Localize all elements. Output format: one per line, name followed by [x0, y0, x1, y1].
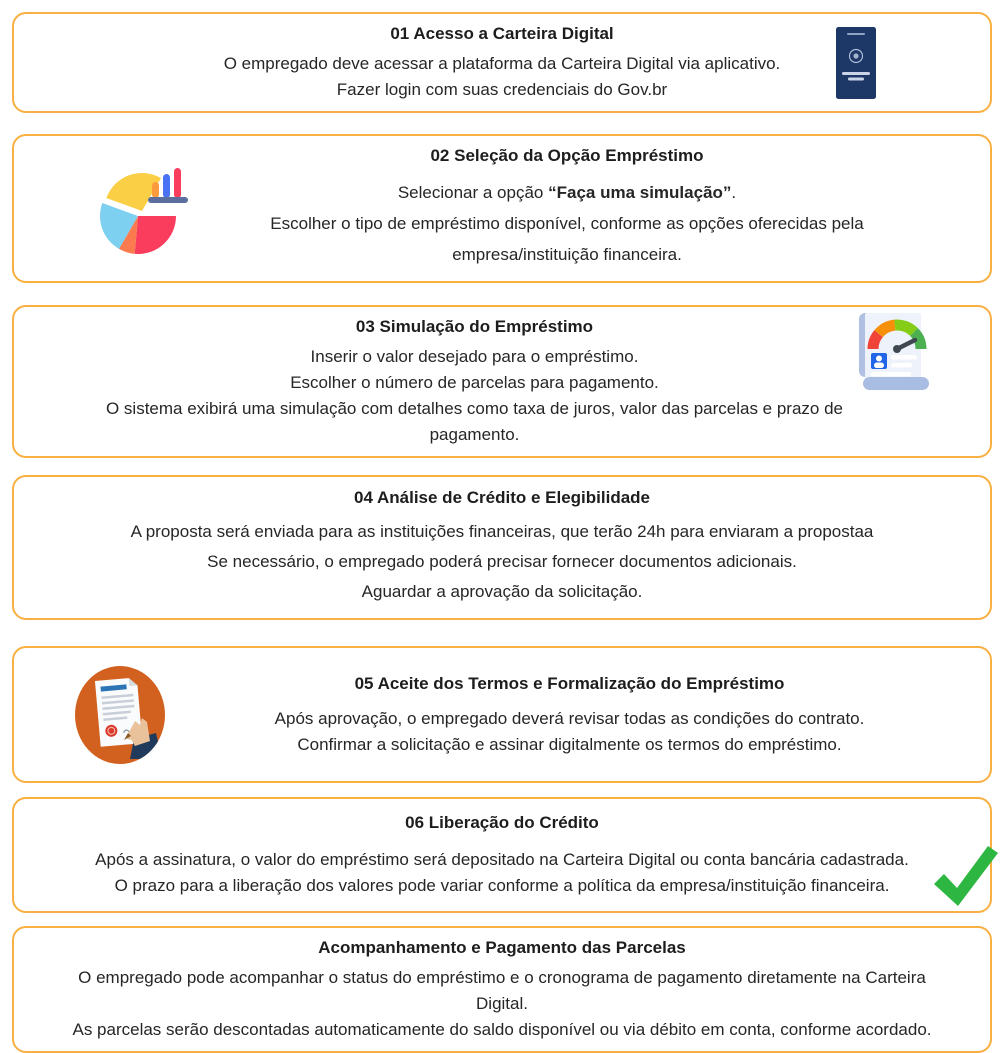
- step-card-06: [12, 797, 992, 913]
- step-card-04: [12, 475, 992, 620]
- step-line: Confirmar a solicitação e assinar digitalmente os termos do empréstimo.: [297, 734, 842, 754]
- step-title: 05 Aceite dos Termos e Formalização do Empréstimo: [354, 673, 785, 693]
- line-prefix: Selecionar a opção: [397, 183, 549, 202]
- step-line: O empregado pode acompanhar o status do empréstimo e o cronograma de pagamento diretamente na Carteira: [78, 968, 926, 987]
- step-line: Após a assinatura, o valor do empréstimo será depositado na Carteira Digital ou conta bancária cadastrada.: [95, 850, 909, 869]
- step-title: 01 Acesso a Carteira Digital: [390, 24, 614, 43]
- step-card-05: [12, 646, 992, 783]
- green-check-icon: [931, 840, 1001, 914]
- step-line: [204, 180, 930, 206]
- step-title: 04 Análise de Crédito e Elegibilidade: [353, 488, 650, 507]
- step-card-final: [12, 926, 992, 1053]
- step-title: Acompanhamento e Pagamento das Parcelas: [318, 938, 686, 957]
- credit-score-scroll-icon: [857, 311, 935, 393]
- line-bold-segment: “Faça uma simulação”: [548, 183, 732, 202]
- step-line: Se necessário, o empregado poderá precisar fornecer documentos adicionais.: [207, 552, 797, 571]
- step-line: Aguardar a aprovação da solicitação.: [361, 582, 643, 601]
- line-suffix: .: [731, 183, 737, 202]
- step-line: Após aprovação, o empregado deverá revisar todas as condições do contrato.: [274, 708, 865, 728]
- step-line: As parcelas serão descontadas automaticamente do saldo disponível ou via débito em conta, conforme acordado.: [72, 1020, 932, 1039]
- step-line: empresa/instituição financeira.: [452, 245, 682, 264]
- step-line: Escolher o tipo de empréstimo disponível, conforme as opções oferecidas pela: [270, 214, 864, 233]
- step-card-03: [12, 305, 992, 458]
- step-final-content: [14, 928, 990, 1051]
- contract-signing-icon: [72, 663, 168, 767]
- step-line: Inserir o valor desejado para o empréstimo.: [310, 347, 639, 366]
- step-title: 06 Liberação do Crédito: [405, 813, 599, 832]
- step-line: Fazer login com suas credenciais do Gov.br: [336, 80, 668, 99]
- step-title: 02 Seleção da Opção Empréstimo: [430, 146, 704, 165]
- step-line: Digital.: [476, 994, 528, 1013]
- pie-chart-icon: [100, 160, 190, 258]
- step-line: Escolher o número de parcelas para pagamento.: [290, 373, 659, 392]
- step-line: pagamento.: [429, 425, 520, 444]
- step-03-content: [14, 307, 990, 456]
- step-line: O prazo para a liberação dos valores pode variar conforme a política da empresa/instituição financeira.: [114, 876, 890, 895]
- step-card-01: [12, 12, 992, 113]
- step-line: O sistema exibirá uma simulação com detalhes como taxa de juros, valor das parcelas e prazo de: [105, 399, 844, 418]
- step-card-02: [12, 134, 992, 283]
- step-06-content: [14, 803, 990, 907]
- step-line: A proposta será enviada para as instituições financeiras, que terão 24h para enviaram a propostaa: [130, 522, 874, 541]
- step-title: 03 Simulação do Empréstimo: [355, 317, 594, 336]
- step-line: O empregado deve acessar a plataforma da Carteira Digital via aplicativo.: [223, 54, 781, 73]
- work-card-icon: [836, 27, 876, 99]
- step-04-content: [14, 478, 990, 617]
